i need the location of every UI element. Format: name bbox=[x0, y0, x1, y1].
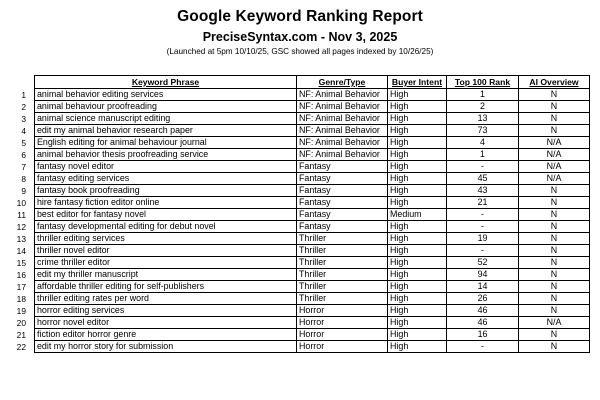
cell-buyer-intent: High bbox=[388, 149, 447, 161]
cell-buyer-intent: High bbox=[388, 221, 447, 233]
header-ai-overview: AI Overview bbox=[519, 76, 590, 89]
row-number: 3 bbox=[21, 114, 26, 124]
header-keyword-phrase: Keyword Phrase bbox=[35, 76, 297, 89]
cell-genre: Thriller bbox=[297, 233, 388, 245]
cell-rank: 26 bbox=[447, 293, 519, 305]
row-number: 1 bbox=[21, 90, 26, 100]
table-row bbox=[35, 185, 590, 197]
cell-genre: Fantasy bbox=[297, 161, 388, 173]
cell-ai-overview: N bbox=[519, 113, 590, 125]
cell-keyword: affordable thriller editing for self-publishers bbox=[35, 281, 297, 293]
table-row bbox=[35, 89, 590, 101]
cell-ai-overview: N/A bbox=[519, 317, 590, 329]
row-number: 2 bbox=[21, 102, 26, 112]
cell-keyword: thriller editing rates per word bbox=[35, 293, 297, 305]
row-number: 13 bbox=[16, 234, 26, 244]
cell-keyword: horror editing services bbox=[35, 305, 297, 317]
cell-ai-overview: N bbox=[519, 329, 590, 341]
cell-ai-overview: N/A bbox=[519, 161, 590, 173]
cell-keyword: crime thriller editor bbox=[35, 257, 297, 269]
cell-genre: NF: Animal Behavior bbox=[297, 149, 388, 161]
cell-buyer-intent: High bbox=[388, 305, 447, 317]
cell-buyer-intent: High bbox=[388, 317, 447, 329]
cell-keyword: edit my animal behavior research paper bbox=[35, 125, 297, 137]
row-number: 6 bbox=[21, 150, 26, 160]
table-row bbox=[35, 161, 590, 173]
cell-keyword: fiction editor horror genre bbox=[35, 329, 297, 341]
cell-buyer-intent: High bbox=[388, 161, 447, 173]
cell-buyer-intent: High bbox=[388, 197, 447, 209]
row-number: 4 bbox=[21, 126, 26, 136]
cell-rank: 1 bbox=[447, 89, 519, 101]
cell-ai-overview: N bbox=[519, 341, 590, 353]
cell-ai-overview: N bbox=[519, 185, 590, 197]
table-row bbox=[35, 113, 590, 125]
cell-buyer-intent: High bbox=[388, 101, 447, 113]
cell-ai-overview: N bbox=[519, 233, 590, 245]
cell-buyer-intent: High bbox=[388, 341, 447, 353]
row-number: 10 bbox=[16, 198, 26, 208]
cell-genre: Horror bbox=[297, 317, 388, 329]
cell-genre: NF: Animal Behavior bbox=[297, 89, 388, 101]
report-note: (Launched at 5pm 10/10/25, GSC showed all pages indexed by 10/26/25) bbox=[166, 47, 434, 56]
cell-buyer-intent: High bbox=[388, 113, 447, 125]
table-row bbox=[35, 197, 590, 209]
row-number: 11 bbox=[17, 210, 26, 220]
table-row bbox=[35, 221, 590, 233]
table-row bbox=[35, 257, 590, 269]
cell-buyer-intent: High bbox=[388, 329, 447, 341]
cell-rank: 14 bbox=[447, 281, 519, 293]
cell-rank: 16 bbox=[447, 329, 519, 341]
cell-keyword: hire fantasy fiction editor online bbox=[35, 197, 297, 209]
header-top-100-rank: Top 100 Rank bbox=[447, 76, 519, 89]
cell-rank: 43 bbox=[447, 185, 519, 197]
cell-rank: 45 bbox=[447, 173, 519, 185]
cell-rank: 94 bbox=[447, 269, 519, 281]
cell-ai-overview: N bbox=[519, 197, 590, 209]
cell-rank: 46 bbox=[447, 317, 519, 329]
cell-buyer-intent: High bbox=[388, 269, 447, 281]
row-number: 5 bbox=[21, 138, 26, 148]
cell-genre: Fantasy bbox=[297, 197, 388, 209]
cell-ai-overview: N bbox=[519, 89, 590, 101]
table-row bbox=[35, 125, 590, 137]
keyword-ranking-table bbox=[34, 75, 590, 353]
table-row bbox=[35, 317, 590, 329]
cell-genre: Thriller bbox=[297, 257, 388, 269]
cell-buyer-intent: High bbox=[388, 137, 447, 149]
table-row bbox=[35, 233, 590, 245]
cell-rank: - bbox=[447, 161, 519, 173]
cell-genre: NF: Animal Behavior bbox=[297, 125, 388, 137]
cell-ai-overview: N bbox=[519, 245, 590, 257]
cell-genre: Horror bbox=[297, 329, 388, 341]
row-number: 17 bbox=[16, 282, 26, 292]
row-number: 14 bbox=[16, 246, 26, 256]
table-row bbox=[35, 329, 590, 341]
cell-ai-overview: N bbox=[519, 269, 590, 281]
cell-ai-overview: N bbox=[519, 257, 590, 269]
cell-keyword: best editor for fantasy novel bbox=[35, 209, 297, 221]
cell-genre: Fantasy bbox=[297, 173, 388, 185]
cell-keyword: edit my thriller manuscript bbox=[35, 269, 297, 281]
cell-buyer-intent: High bbox=[388, 233, 447, 245]
table-row bbox=[35, 173, 590, 185]
cell-buyer-intent: High bbox=[388, 185, 447, 197]
cell-keyword: fantasy editing services bbox=[35, 173, 297, 185]
cell-rank: 19 bbox=[447, 233, 519, 245]
table-row bbox=[35, 245, 590, 257]
header-buyer-intent: Buyer Intent bbox=[388, 76, 447, 89]
cell-ai-overview: N bbox=[519, 293, 590, 305]
cell-genre: Fantasy bbox=[297, 209, 388, 221]
cell-ai-overview: N/A bbox=[519, 173, 590, 185]
row-number: 20 bbox=[16, 318, 26, 328]
cell-genre: Thriller bbox=[297, 245, 388, 257]
cell-genre: Horror bbox=[297, 341, 388, 353]
cell-genre: Thriller bbox=[297, 293, 388, 305]
cell-buyer-intent: High bbox=[388, 89, 447, 101]
cell-genre: NF: Animal Behavior bbox=[297, 113, 388, 125]
cell-ai-overview: N/A bbox=[519, 149, 590, 161]
cell-keyword: thriller novel editor bbox=[35, 245, 297, 257]
cell-buyer-intent: High bbox=[388, 257, 447, 269]
cell-genre: Fantasy bbox=[297, 221, 388, 233]
cell-keyword: English editing for animal behaviour journal bbox=[35, 137, 297, 149]
cell-rank: 73 bbox=[447, 125, 519, 137]
cell-ai-overview: N bbox=[519, 305, 590, 317]
cell-rank: - bbox=[447, 209, 519, 221]
report-title: Google Keyword Ranking Report bbox=[177, 8, 423, 25]
cell-ai-overview: N bbox=[519, 221, 590, 233]
cell-rank: - bbox=[447, 341, 519, 353]
cell-ai-overview: N bbox=[519, 281, 590, 293]
cell-buyer-intent: High bbox=[388, 281, 447, 293]
report-subtitle: PreciseSyntax.com - Nov 3, 2025 bbox=[202, 30, 398, 44]
cell-keyword: animal behavior editing services bbox=[35, 89, 297, 101]
cell-keyword: edit my horror story for submission bbox=[35, 341, 297, 353]
cell-keyword: animal science manuscript editing bbox=[35, 113, 297, 125]
row-number: 15 bbox=[16, 258, 26, 268]
row-number: 16 bbox=[16, 270, 26, 280]
cell-genre: NF: Animal Behavior bbox=[297, 137, 388, 149]
table-row bbox=[35, 269, 590, 281]
cell-ai-overview: N bbox=[519, 125, 590, 137]
cell-rank: - bbox=[447, 245, 519, 257]
cell-genre: Thriller bbox=[297, 281, 388, 293]
table-header-row bbox=[35, 76, 590, 89]
row-number: 18 bbox=[16, 294, 26, 304]
cell-ai-overview: N/A bbox=[519, 137, 590, 149]
table-row bbox=[35, 101, 590, 113]
cell-buyer-intent: High bbox=[388, 293, 447, 305]
cell-rank: 52 bbox=[447, 257, 519, 269]
cell-genre: Horror bbox=[297, 305, 388, 317]
cell-keyword: fantasy book proofreading bbox=[35, 185, 297, 197]
cell-genre: Fantasy bbox=[297, 185, 388, 197]
row-number: 12 bbox=[16, 222, 26, 232]
table-row bbox=[35, 305, 590, 317]
table-row bbox=[35, 341, 590, 353]
row-number: 22 bbox=[16, 342, 26, 352]
cell-buyer-intent: High bbox=[388, 125, 447, 137]
row-number: 7 bbox=[21, 162, 26, 172]
row-number: 21 bbox=[16, 330, 26, 340]
cell-ai-overview: N bbox=[519, 101, 590, 113]
cell-rank: 21 bbox=[447, 197, 519, 209]
header-genre-type: Genre/Type bbox=[297, 76, 388, 89]
table-row bbox=[35, 209, 590, 221]
cell-rank: - bbox=[447, 221, 519, 233]
cell-keyword: animal behaviour proofreading bbox=[35, 101, 297, 113]
cell-rank: 4 bbox=[447, 137, 519, 149]
row-number: 9 bbox=[21, 186, 26, 196]
cell-keyword: fantasy novel editor bbox=[35, 161, 297, 173]
cell-keyword: horror novel editor bbox=[35, 317, 297, 329]
row-number-column bbox=[0, 89, 30, 353]
cell-buyer-intent: High bbox=[388, 173, 447, 185]
table-row bbox=[35, 293, 590, 305]
cell-keyword: animal behavior thesis proofreading service bbox=[35, 149, 297, 161]
table-row bbox=[35, 137, 590, 149]
cell-rank: 2 bbox=[447, 101, 519, 113]
table-row bbox=[35, 149, 590, 161]
cell-rank: 13 bbox=[447, 113, 519, 125]
cell-genre: NF: Animal Behavior bbox=[297, 101, 388, 113]
cell-genre: Thriller bbox=[297, 269, 388, 281]
cell-rank: 46 bbox=[447, 305, 519, 317]
row-number: 8 bbox=[21, 174, 26, 184]
row-number: 19 bbox=[16, 306, 26, 316]
cell-rank: 1 bbox=[447, 149, 519, 161]
table-row bbox=[35, 281, 590, 293]
cell-keyword: thriller editing services bbox=[35, 233, 297, 245]
cell-ai-overview: N bbox=[519, 209, 590, 221]
cell-buyer-intent: Medium bbox=[388, 209, 447, 221]
cell-buyer-intent: High bbox=[388, 245, 447, 257]
cell-keyword: fantasy developmental editing for debut novel bbox=[35, 221, 297, 233]
